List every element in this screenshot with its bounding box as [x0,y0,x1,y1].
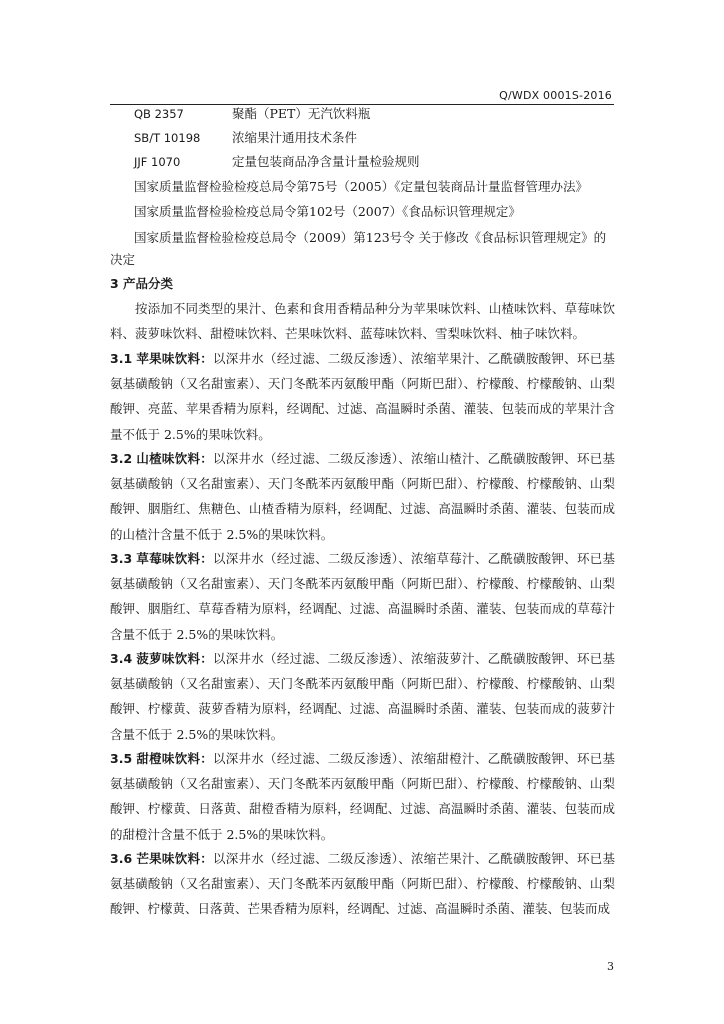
reference-code: QB 2357 [134,107,184,121]
classification-item [110,546,615,647]
item-text: 以深井水（经过滤、二级反渗透）、浓缩菠萝汁、乙酰磺胺酸钾、环已基氨基磺酸钠（又名甜蜜素）、天门冬酰苯丙氨酸甲酯（阿斯巴甜）、柠檬酸、柠檬酸钠、山梨酸钾、柠檬黄、菠萝香精为原料，经调配、过滤、高温瞬时杀菌、灌装、包装而成的菠萝汁含量不低于 2.5%的果味饮料。 [110,651,615,742]
regulation-line: 国家质量监督检验检疫总局令第75号（2005）《定量包装商品计量监督管理办法》 [134,179,588,194]
item-number: 3.3 [110,551,133,566]
item-text: 以深井水（经过滤、二级反渗透）、浓缩山楂汁、乙酰磺胺酸钾、环已基氨基磺酸钠（又名甜蜜素）、天门冬酰苯丙氨酸甲酯（阿斯巴甜）、柠檬酸、柠檬酸钠、山梨酸钾、胭脂红、焦糖色、山楂香精为原料，经调配、过滤、高温瞬时杀菌、灌装、包装而成的山楂汁含量不低于 2.5%的果味饮料。 [110,451,615,542]
item-text: 以深井水（经过滤、二级反渗透）、浓缩芒果汁、乙酰磺胺酸钾、环已基氨基磺酸钠（又名甜蜜素）、天门冬酰苯丙氨酸甲酯（阿斯巴甜）、柠檬酸、柠檬酸钠、山梨酸钾、柠檬黄、日落黄、芒果香精为原料，经调配、过滤、高温瞬时杀菌、灌装、包装而成 [110,851,615,917]
item-label: 山楂味饮料： [136,451,213,466]
item-text: 以深井水（经过滤、二级反渗透）、浓缩苹果汁、乙酰磺胺酸钾、环已基氨基磺酸钠（又名甜蜜素）、天门冬酰苯丙氨酸甲酯（阿斯巴甜）、柠檬酸、柠檬酸钠、山梨酸钾、亮蓝、苹果香精为原料，经调配、过滤、高温瞬时杀菌、灌装、包装而成的苹果汁含量不低于 2.5%的果味饮料。 [110,351,615,442]
item-number: 3.6 [110,851,133,866]
reference-row [134,104,370,124]
item-number: 3.2 [110,451,133,466]
classification-item [110,846,615,922]
classification-item [110,346,615,447]
section-title: 3 产品分类 [110,276,174,291]
item-label: 菠萝味饮料： [136,651,213,666]
reference-title: 聚酯（PET）无汽饮料瓶 [232,106,371,121]
header-doc-code: Q/WDX 0001S-2016 [499,89,612,102]
item-label: 甜橙味饮料： [136,751,213,766]
reference-row [134,152,420,172]
item-number: 3.1 [110,351,133,366]
classification-item [110,446,615,547]
item-label: 芒果味饮料： [136,851,213,866]
item-text: 以深井水（经过滤、二级反渗透）、浓缩草莓汁、乙酰磺胺酸钾、环已基氨基磺酸钠（又名甜蜜素）、天门冬酰苯丙氨酸甲酯（阿斯巴甜）、柠檬酸、柠檬酸钠、山梨酸钾、胭脂红、草莓香精为原料，经调配、过滤、高温瞬时杀菌、灌装、包装而成的草莓汁含量不低于 2.5%的果味饮料。 [110,551,615,642]
item-number: 3.5 [110,751,133,766]
reference-row [134,128,357,148]
item-number: 3.4 [110,651,133,666]
reference-code: JJF 1070 [134,155,181,169]
reference-title: 浓缩果汁通用技术条件 [232,130,358,145]
section-intro: 按添加不同类型的果汁、色素和食用香精品种分为苹果味饮料、山楂味饮料、草莓味饮料、菠萝味饮料、甜橙味饮料、芒果味饮料、蓝莓味饮料、雪梨味饮料、柚子味饮料。 [110,301,615,342]
classification-item [110,646,615,747]
regulation-line: 国家质量监督检验检疫总局令第102号（2007）《食品标识管理规定》 [134,204,521,219]
item-label: 草莓味饮料： [136,551,213,566]
page-number: 3 [607,960,614,973]
item-label: 苹果味饮料： [136,351,213,366]
item-text: 以深井水（经过滤、二级反渗透）、浓缩甜橙汁、乙酰磺胺酸钾、环已基氨基磺酸钠（又名甜蜜素）、天门冬酰苯丙氨酸甲酯（阿斯巴甜）、柠檬酸、柠檬酸钠、山梨酸钾、柠檬黄、日落黄、甜橙香精为原料，经调配、过滤、高温瞬时杀菌、灌装、包装而成的甜橙汁含量不低于 2.5%的果味饮料。 [110,751,615,842]
regulation-line-continued: 决定 [110,252,136,267]
regulation-line: 国家质量监督检验检疫总局令（2009）第123号令 关于修改《食品标识管理规定》的 [134,230,607,245]
reference-title: 定量包装商品净含量计量检验规则 [232,154,420,169]
reference-code: SB/T 10198 [134,131,201,145]
classification-item [110,746,615,847]
